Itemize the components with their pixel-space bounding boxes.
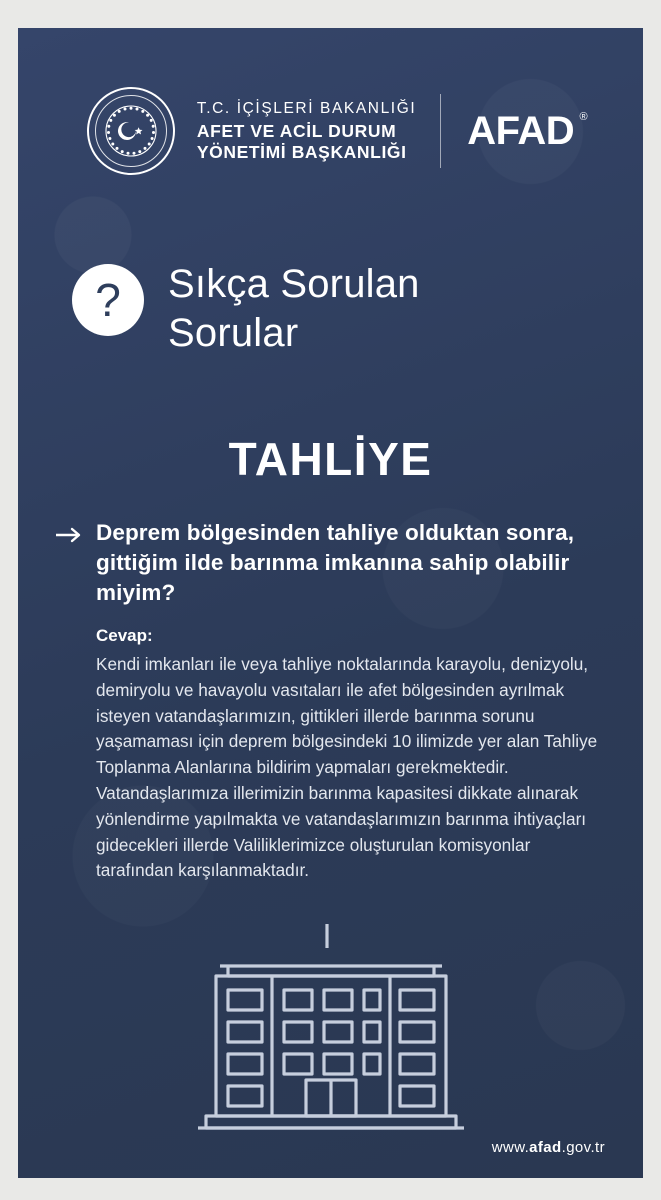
answer-text: Kendi imkanları ile veya tahliye noktalarında karayolu, denizyolu, demiryolu ve havayolu vasıtaları ile afet bölgesinden ayrılmak isteyen vatandaşlarımızın, gittikleri illerde barınma sorunu yaşamaması için deprem bölgesindeki 10 ilimizde yer alan Tahliye Toplanma Alanlarına bildirim yapmaları gerekmektedir. Vatandaşlarımıza illerimizin barınma kapasitesi dikkate alınarak yönlendirme yapılmakta ve vatandaşlarımızın barınma ihtiyaçları gidecekleri illerde Valiliklerimizce oluşturulan komisyonlar tarafından karşılanmaktadır. (96, 654, 598, 881)
turkish-state-emblem-icon (87, 87, 175, 175)
website-prefix: www. (491, 1139, 530, 1156)
ministry-line-1: T.C. İÇİŞLERİ BAKANLIĞI (196, 99, 417, 117)
government-building-icon (176, 920, 486, 1140)
faq-title-line-2: Sorular (168, 310, 299, 355)
ministry-line-2: AFET VE ACİL DURUM (196, 121, 397, 141)
faq-title-line-1: Sıkça Sorulan (168, 262, 420, 306)
ministry-line-3: YÖNETİMİ BAŞKANLIĞI (196, 141, 407, 162)
question-block (56, 518, 616, 608)
afad-logo (467, 108, 588, 154)
question-mark-icon: ? (72, 264, 144, 336)
afad-logo-text: AFAD (467, 108, 575, 153)
faq-title (168, 260, 420, 358)
website-suffix: .gov.tr (561, 1139, 605, 1156)
arrow-right-icon (56, 527, 82, 548)
header-divider (440, 94, 441, 168)
question-text: Deprem bölgesinden tahliye olduktan sonra, gittiğim ilde barınma imkanına sahip olabilir miyim? (96, 520, 575, 606)
answer-block (96, 626, 606, 884)
emblem-inner (103, 103, 159, 159)
website-footer[interactable] (492, 1139, 605, 1156)
info-card (18, 28, 643, 1178)
ministry-title (197, 100, 416, 163)
website-main: afad (529, 1139, 562, 1156)
section-title: TAHLİYE (228, 433, 433, 485)
header (18, 76, 643, 186)
faq-heading (72, 260, 420, 358)
answer-label: Cevap: (96, 626, 153, 645)
registered-mark-icon: ® (579, 110, 588, 123)
